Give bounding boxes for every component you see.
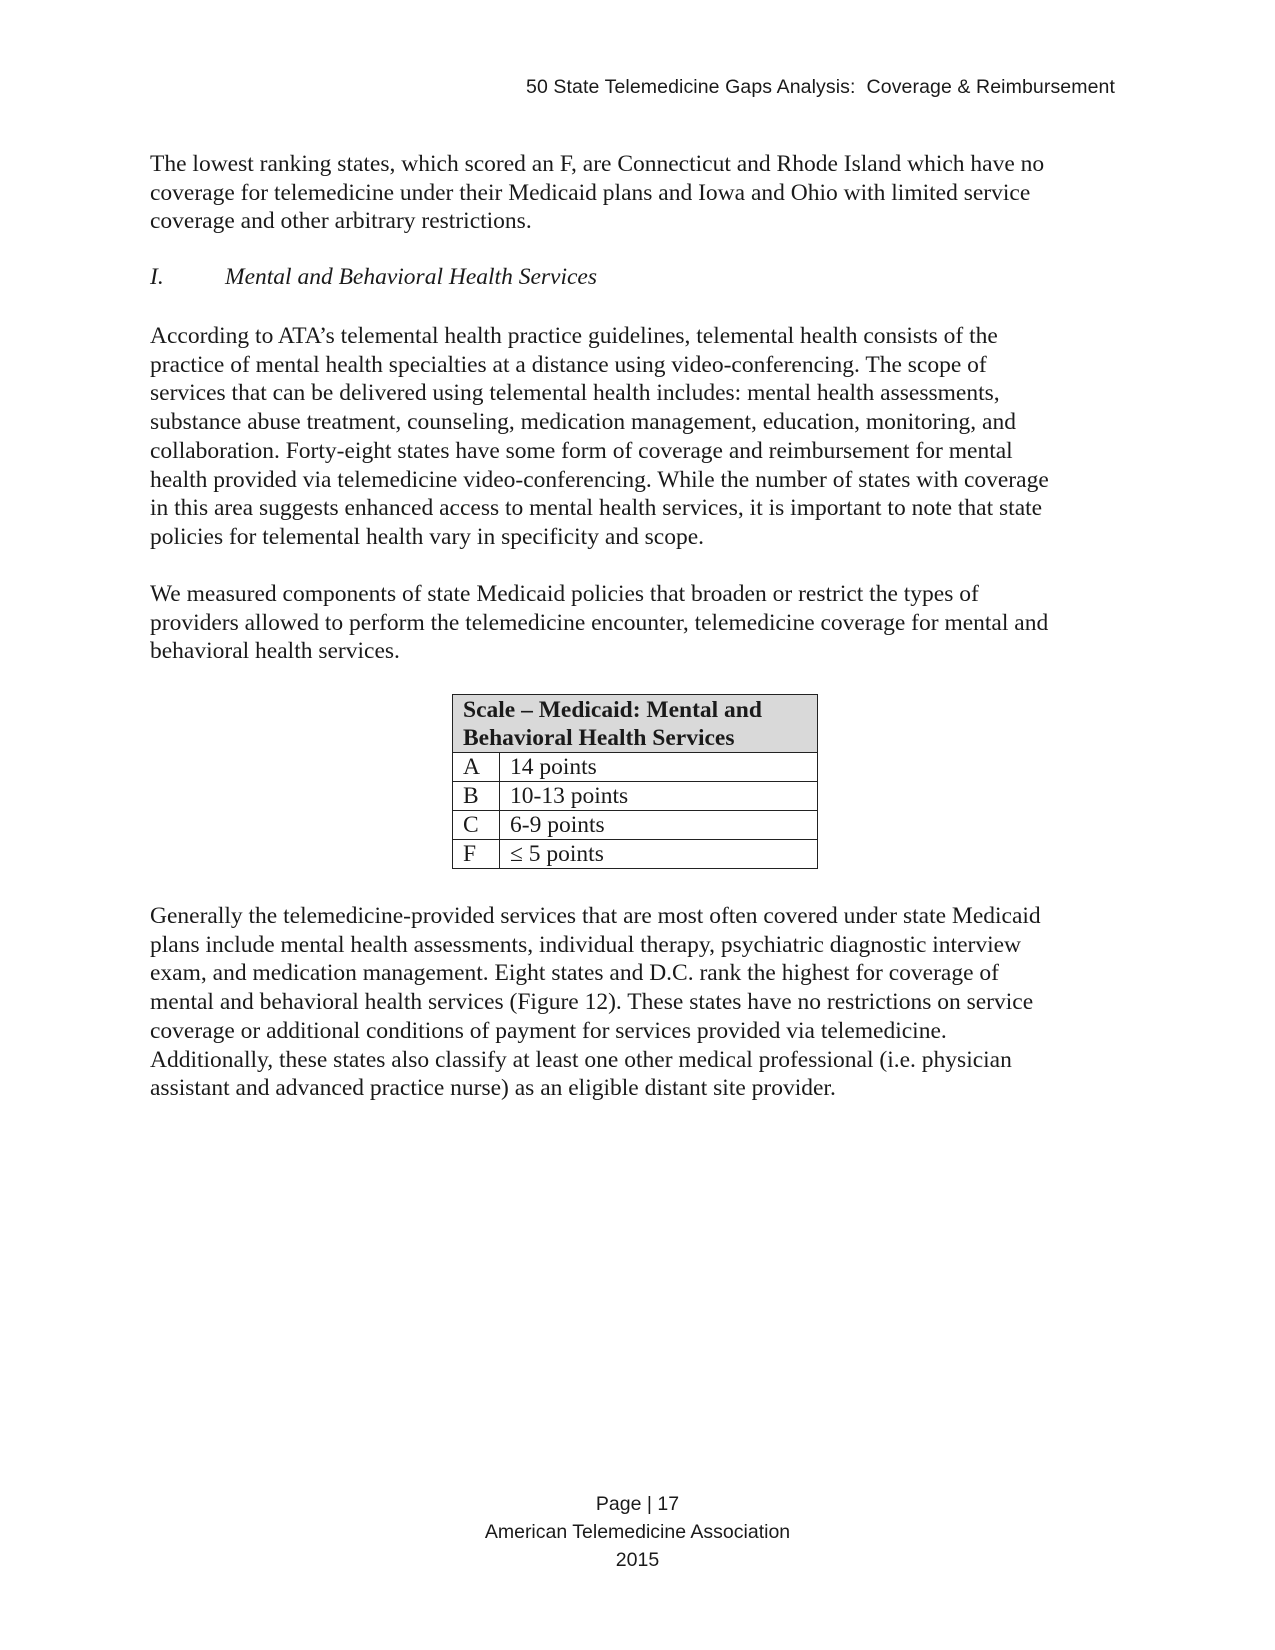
points-cell: ≤ 5 points [500, 840, 818, 869]
page-number: Page | 17 [595, 1493, 680, 1515]
points-cell: 6-9 points [500, 811, 818, 840]
section-title: Mental and Behavioral Health Services [225, 264, 597, 290]
points-cell: 14 points [500, 753, 818, 782]
table-row [453, 753, 818, 782]
footer-organization: American Telemedicine Association [484, 1521, 791, 1543]
table-row [453, 840, 818, 869]
paragraph-covered-services: Generally the telemedicine-provided services that are most often covered under state Medicaid plans include mental health assessments, individual therapy, psychiatric diagnostic interview exam, and medication management. Eight states and D.C. rank the highest for coverage of mental and behavioral health services (Figure 12). These states have no restrictions on service coverage or additional conditions of payment for services provided via telemedicine. Additionally, these states also classify at least one other medical professional (i.e. physician assistant and advanced practice nurse) as an eligible distant site provider. [150, 903, 1041, 1102]
table-row [453, 811, 818, 840]
scale-table-header-row [453, 695, 818, 753]
grade-cell: B [453, 782, 500, 811]
scale-table-header-line1: Scale – Medicaid: Mental and [463, 697, 762, 723]
table-row [453, 782, 818, 811]
section-heading [150, 263, 597, 291]
grade-cell: C [453, 811, 500, 840]
grade-cell: F [453, 840, 500, 869]
scale-table-header-line2: Behavioral Health Services [463, 725, 735, 751]
running-header: 50 State Telemedicine Gaps Analysis: Coverage & Reimbursement [526, 76, 1115, 98]
paragraph-lowest-ranking: The lowest ranking states, which scored an F, are Connecticut and Rhode Island which have no coverage for telemedicine under their Medicaid plans and Iowa and Ohio with limited service coverage and other arbitrary restrictions. [150, 151, 1045, 235]
scale-table-header [453, 695, 818, 753]
paragraph-telemental-guidelines: According to ATA’s telemental health practice guidelines, telemental health consists of the practice of mental health specialties at a distance using video-conferencing. The scope of services that can be delivered using telemental health includes: mental health assessments, substance abuse treatment, counseling, medication management, education, monitoring, and collaboration. Forty-eight states have some form of coverage and reimbursement for mental health provided via telemedicine video-conferencing. While the number of states with coverage in this area suggests enhanced access to mental health services, it is important to note that state policies for telemental health vary in specificity and scope. [150, 323, 1049, 550]
footer-year: 2015 [615, 1549, 660, 1571]
section-number: I. [150, 264, 164, 290]
scale-table [452, 694, 818, 869]
points-cell: 10-13 points [500, 782, 818, 811]
grade-cell: A [453, 753, 500, 782]
page-footer [0, 1490, 1275, 1574]
paragraph-measured-components: We measured components of state Medicaid policies that broaden or restrict the types of providers allowed to perform the telemedicine encounter, telemedicine coverage for mental and behavioral health services. [150, 581, 1049, 665]
